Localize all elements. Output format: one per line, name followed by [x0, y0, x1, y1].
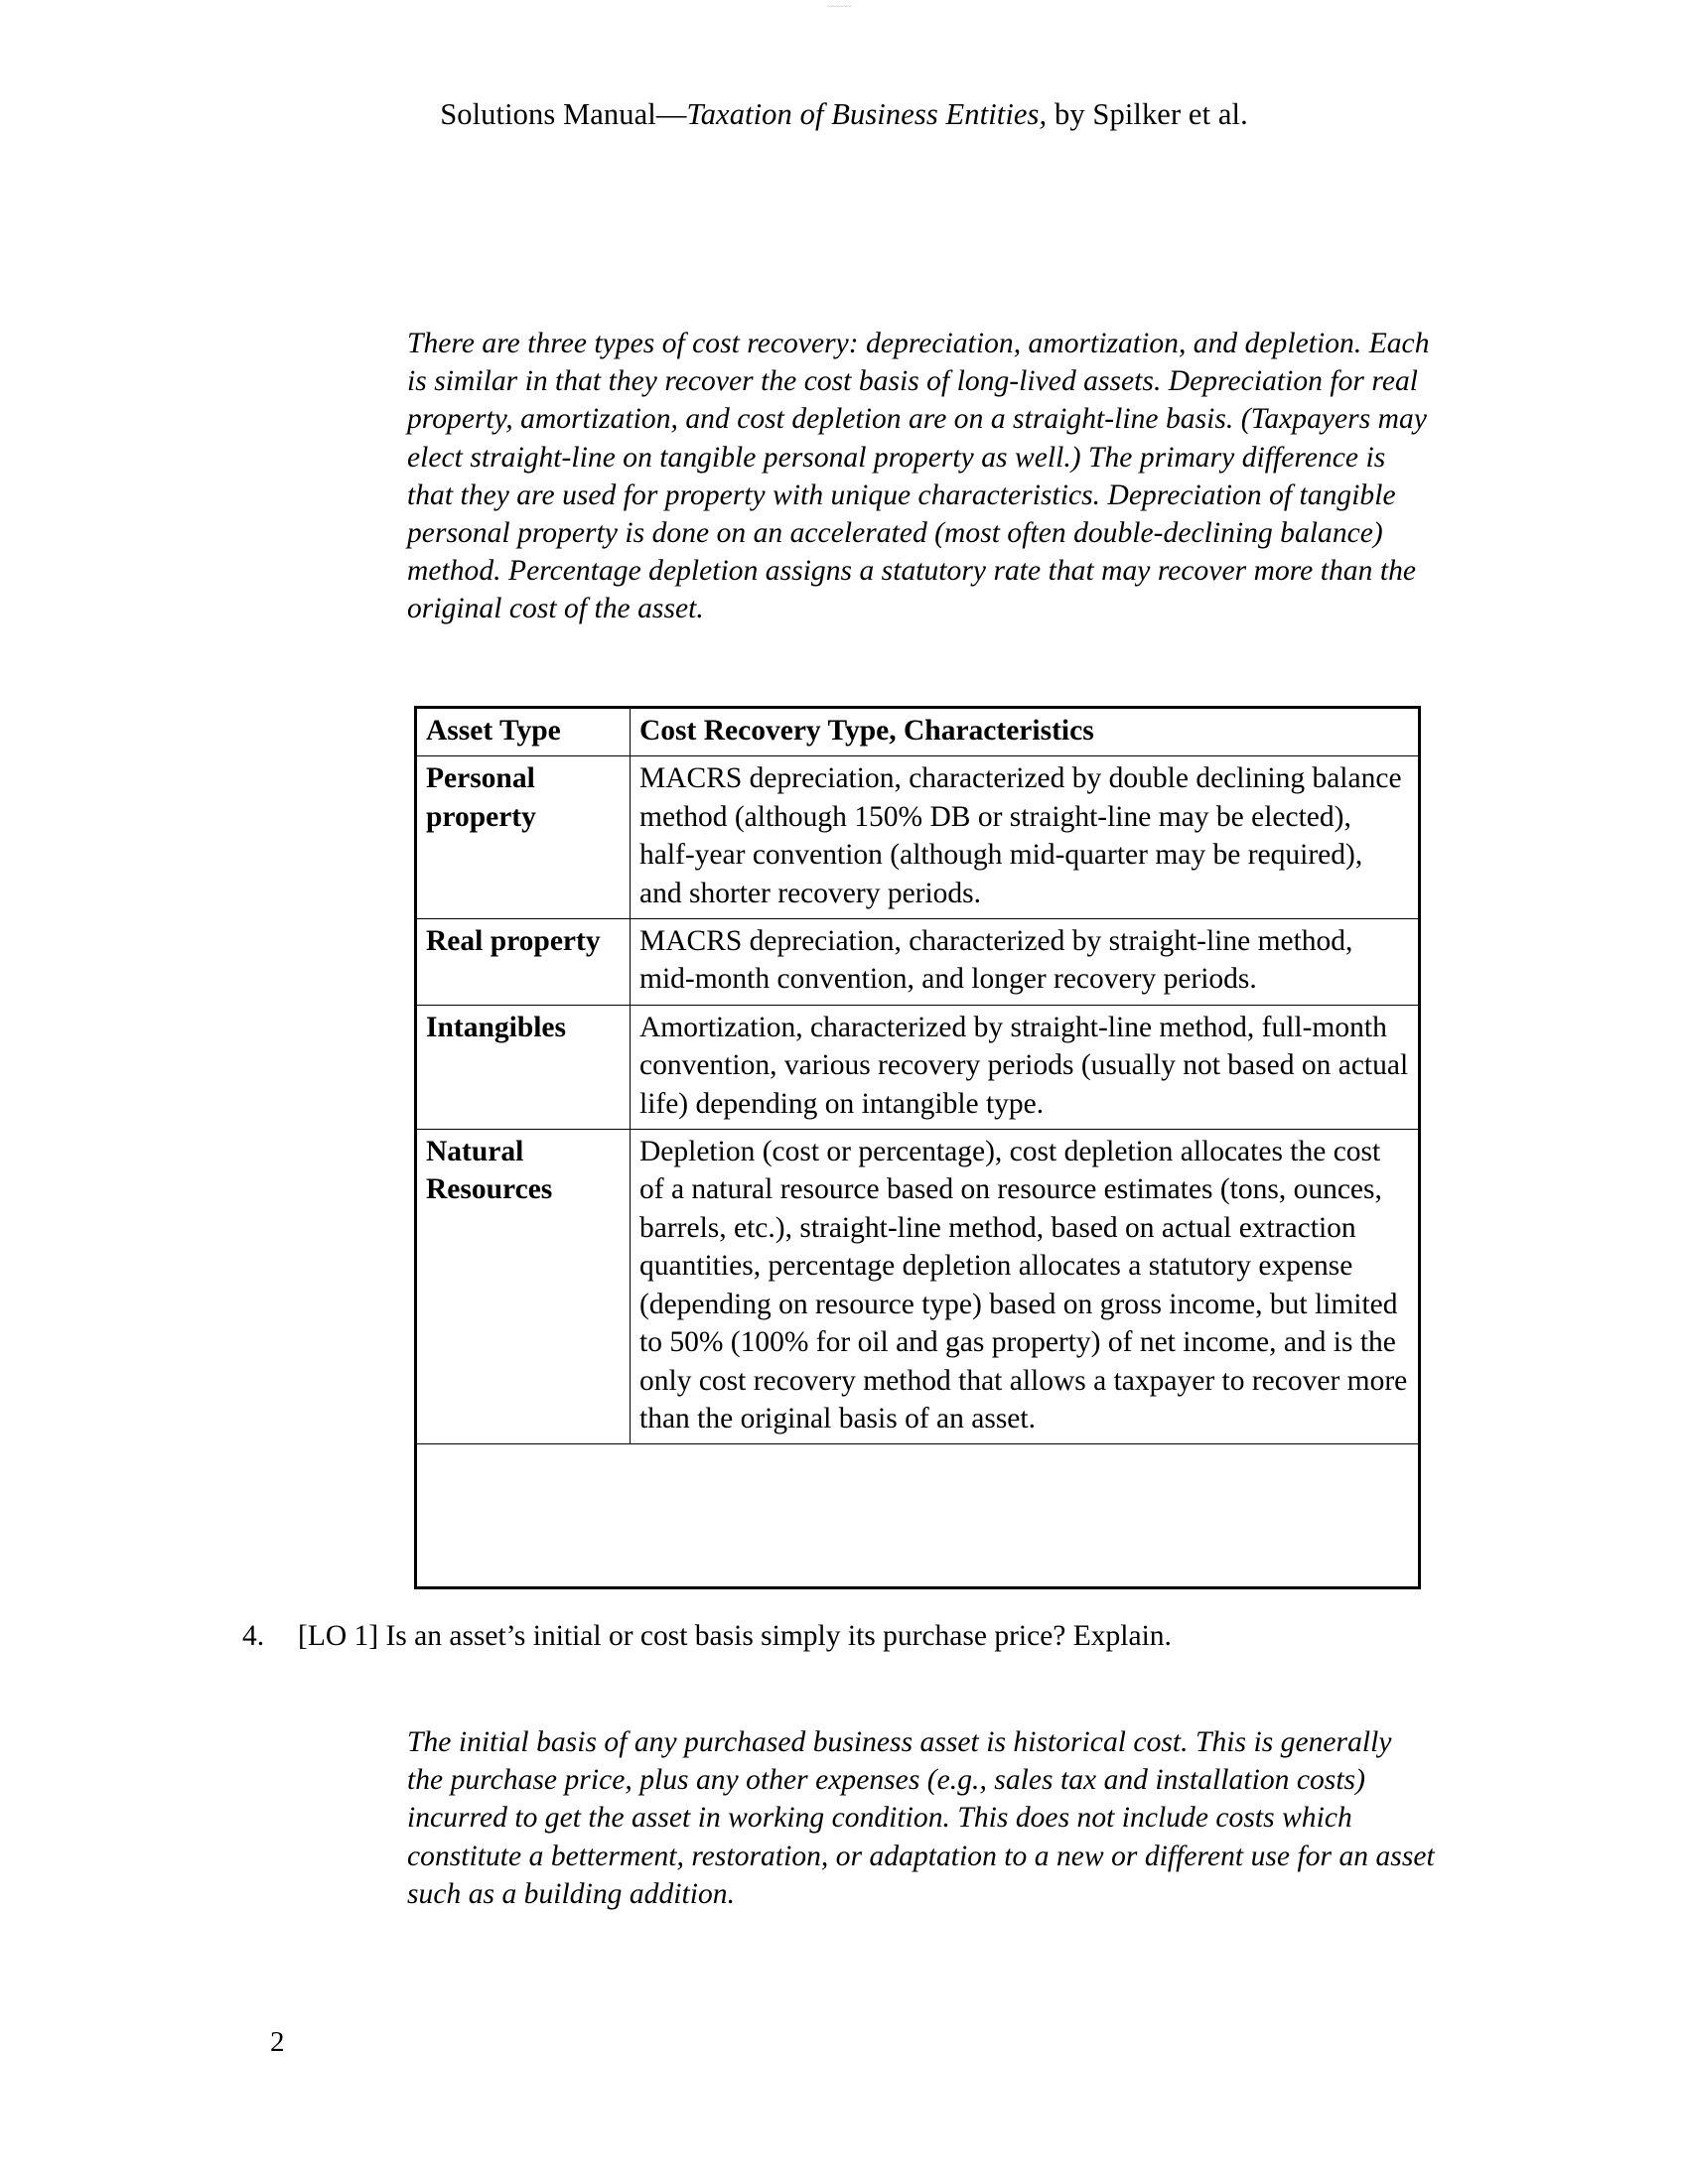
cost-recovery-table-wrapper [416, 708, 1419, 1444]
table-header-row [417, 709, 1420, 756]
scan-artifact: ~~~~~~ [827, 4, 852, 11]
table-cell-characteristics: MACRS depreciation, characterized by double declining balance method (although 150% DB or straight-line may be elected), half-year convention (although mid-quarter may be required), and shorter recovery periods. [631, 756, 1420, 919]
question-number: 4. [242, 1620, 265, 1652]
table-row [417, 756, 1420, 919]
table-header-characteristics: Cost Recovery Type, Characteristics [631, 709, 1420, 756]
table-cell-asset-type: Personal property [417, 756, 631, 919]
table-header-asset-type: Asset Type [417, 709, 631, 756]
table-cell-characteristics: Amortization, characterized by straight-line method, full-month convention, various recovery periods (usually not based on actual life) depending on intangible type. [631, 1005, 1420, 1129]
running-head-book-title: Taxation of Business Entities, [686, 97, 1048, 131]
table-cell-asset-type: Natural Resources [417, 1130, 631, 1444]
table-row [417, 1005, 1420, 1129]
running-head-prefix: Solutions Manual— [440, 97, 687, 131]
table-cell-characteristics: MACRS depreciation, characterized by straight-line method, mid-month convention, and longer recovery periods. [631, 919, 1420, 1006]
cost-recovery-table [416, 708, 1420, 1444]
table-cell-asset-type: Intangibles [417, 1005, 631, 1129]
table-row [417, 919, 1420, 1006]
question-text: [LO 1] Is an asset’s initial or cost basis simply its purchase price? Explain. [298, 1620, 1172, 1652]
running-head [0, 95, 1688, 133]
page-number: 2 [270, 2026, 285, 2058]
table-cell-characteristics: Depletion (cost or percentage), cost depletion allocates the cost of a natural resource based on resource estimates (tons, ounces, barrels, etc.), straight-line method, based on actual extraction quantities, percentage depletion allocates a statutory expense (depending on resource type) based on gross income, but limited to 50% (100% for oil and gas property) of net income, and is the only cost recovery method that allows a taxpayer to recover more than the original basis of an asset. [631, 1130, 1420, 1444]
table-row [417, 1130, 1420, 1444]
running-head-suffix: by Spilker et al. [1047, 97, 1248, 131]
question-item [242, 1617, 1444, 1655]
answer-paragraph-second: The initial basis of any purchased business asset is historical cost. This is generally the purchase price, plus any other expenses (e.g., sales tax and installation costs) incurred to get the asset in working condition. This does not include costs which constitute a betterment, restoration, or adaptation to a new or different use for an asset such as a building addition. [407, 1726, 1435, 1910]
answer-paragraph-first: There are three types of cost recovery: depreciation, amortization, and depletion. Each is similar in that they recover the cost basis of long-lived assets. Depreciation for real property, amortization, and cost depletion are on a straight-line basis. (Taxpayers may elect straight-line on tangible personal property as well.) The primary difference is that they are used for property with unique characteristics. Depreciation of tangible personal property is done on an accelerated (most often double-declining balance) method. Percentage depletion assigns a statutory rate that may recover more than the original cost of the asset. [407, 328, 1430, 625]
table-cell-asset-type: Real property [417, 919, 631, 1006]
